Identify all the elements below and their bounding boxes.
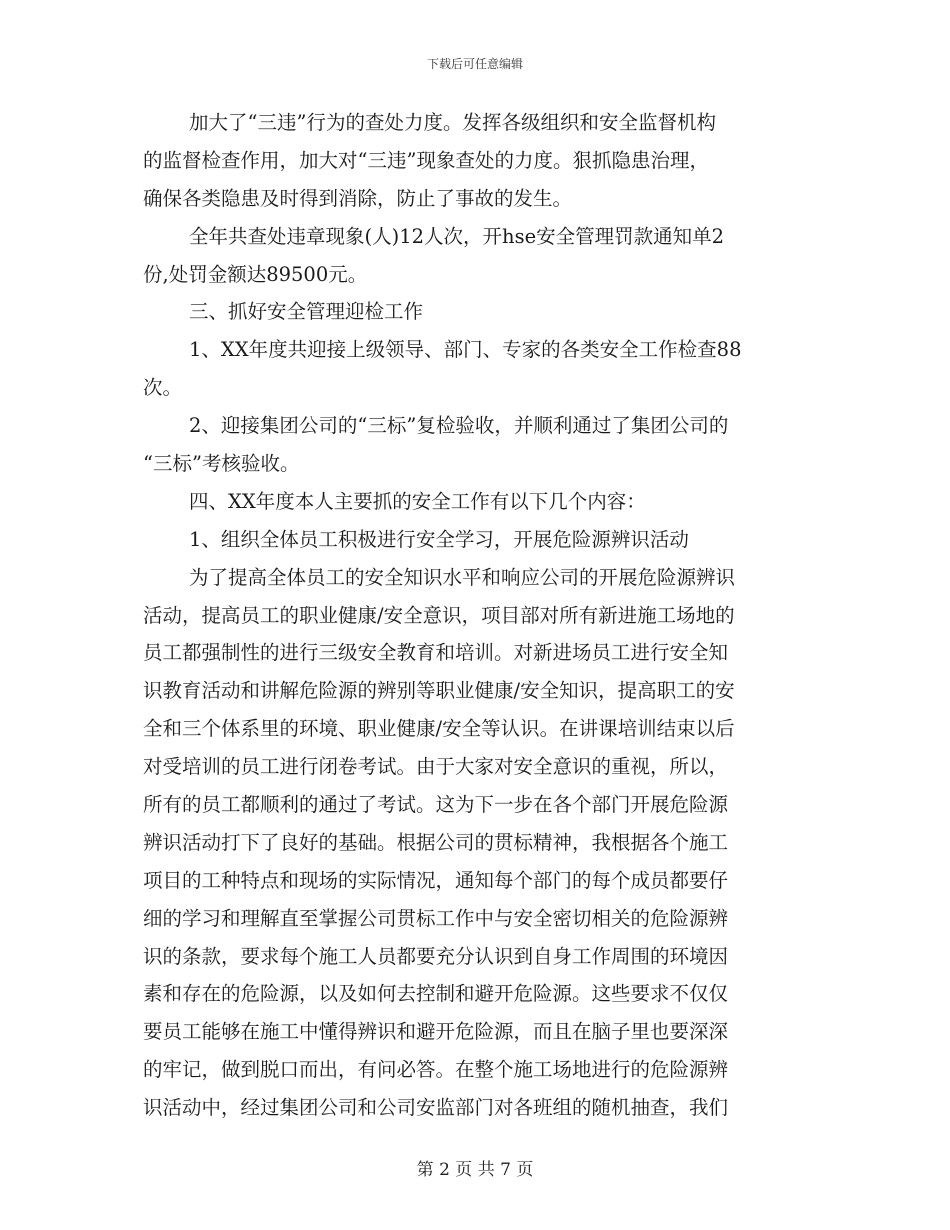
text-line: 确保各类隐患及时得到消除，防止了事故的发生。 [143, 186, 573, 210]
text-line: 识的条款，要求每个施工人员都要充分认识到自身工作周围的环境因 [143, 944, 729, 968]
text-line: 四、XX年度本人主要抓的安全工作有以下几个内容： [189, 489, 646, 513]
page-footer: 第 2 页 共 7 页 [416, 1160, 534, 1180]
text-line: 素和存在的危险源，以及如何去控制和避开危险源。这些要求不仅仅 [143, 982, 729, 1006]
text-line: “三标”考核验收。 [143, 452, 300, 476]
text-line: 所有的员工都顺利的通过了考试。这为下一步在各个部门开展危险源 [143, 793, 729, 817]
text-line: 加大了“三违”行为的查处力度。发挥各级组织和安全监督机构 [189, 111, 716, 134]
text-line: 1、XX年度共迎接上级领导、部门、专家的各类安全工作检查88 [189, 338, 742, 362]
text-line: 的牢记，做到脱口而出，有问必答。在整个施工场地进行的危险源辨 [143, 1058, 729, 1082]
text-line: 为了提高全体员工的安全知识水平和响应公司的开展危险源辨识 [189, 565, 736, 589]
text-line: 活动，提高员工的职业健康/安全意识，项目部对所有新进施工场地的 [143, 603, 735, 627]
text-line: 三、抓好安全管理迎检工作 [189, 300, 424, 324]
text-line: 对受培训的员工进行闭卷考试。由于大家对安全意识的重视，所以， [143, 755, 729, 779]
text-line: 要员工能够在施工中懂得辨识和避开危险源，而且在脑子里也要深深 [143, 1020, 729, 1044]
text-line: 1、组织全体员工积极进行安全学习，开展危险源辨识活动 [189, 527, 689, 551]
text-line: 识教育活动和讲解危险源的辨别等职业健康/安全知识，提高职工的安 [143, 679, 735, 703]
page-header: 下载后可任意编辑 [426, 57, 523, 71]
text-line: 2、迎接集团公司的“三标”复检验收，并顺利通过了集团公司的 [189, 414, 729, 438]
text-line: 员工都强制性的进行三级安全教育和培训。对新进场员工进行安全知 [143, 641, 729, 665]
text-line: 全和三个体系里的环境、职业健康/安全等认识。在讲课培训结束以后 [143, 717, 735, 741]
text-line: 全年共查处违章现象(人)12人次，开hse安全管理罚款通知单2 [189, 224, 725, 248]
text-line: 份,处罚金额达89500元。 [143, 262, 368, 286]
text-line: 项目的工种特点和现场的实际情况，通知每个部门的每个成员都要仔 [143, 868, 729, 892]
text-line: 的监督检查作用，加大对“三违”现象查处的力度。狠抓隐患治理， [143, 148, 709, 172]
document-body [143, 104, 811, 1127]
text-line: 次。 [143, 376, 183, 400]
text-line: 细的学习和理解直至掌握公司贯标工作中与安全密切相关的危险源辨 [143, 906, 729, 930]
text-line: 辨识活动打下了良好的基础。根据公司的贯标精神，我根据各个施工 [143, 830, 729, 854]
text-line: 识活动中，经过集团公司和公司安监部门对各班组的随机抽查，我们 [143, 1096, 729, 1120]
